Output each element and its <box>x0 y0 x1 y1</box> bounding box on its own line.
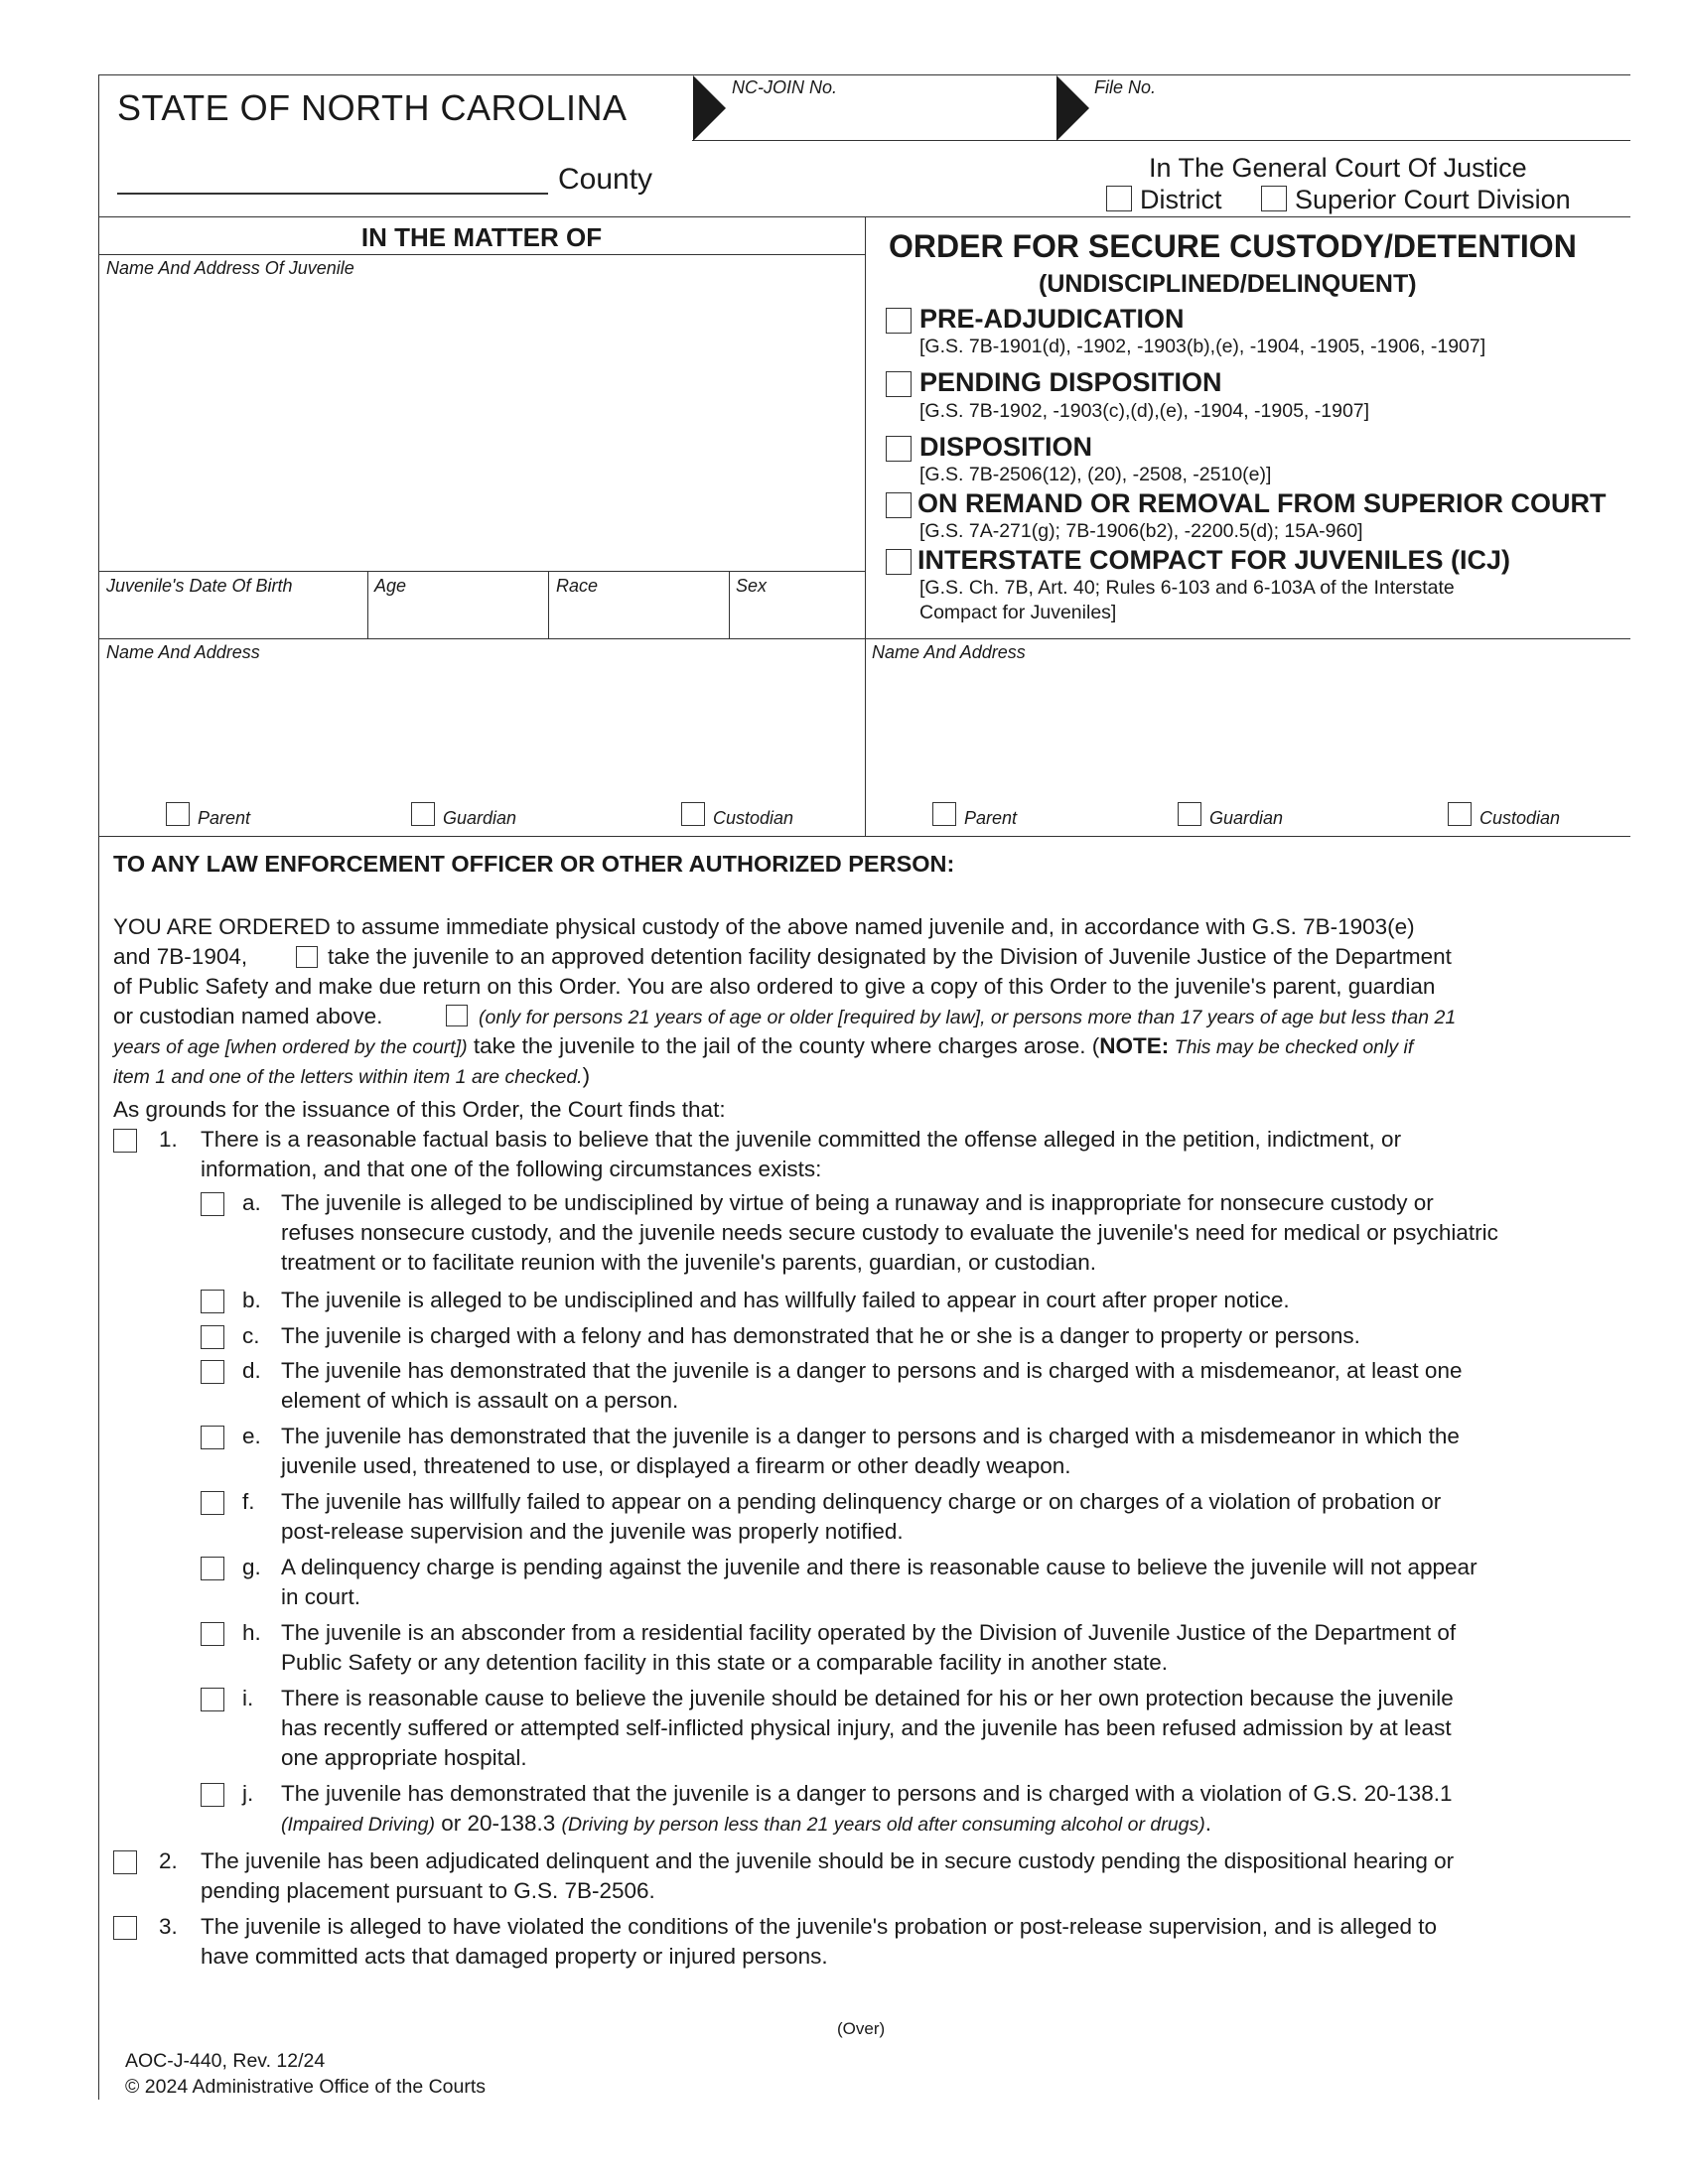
party2-guardian-checkbox[interactable] <box>1178 802 1201 826</box>
party1-parent-label: Parent <box>198 808 251 828</box>
nc-join-arrow-icon <box>693 75 726 141</box>
county-jail-checkbox[interactable] <box>446 1005 468 1026</box>
item1g-line1: A delinquency charge is pending against the juvenile and there is reasonable cause to believe the juvenile will not appear <box>281 1555 1477 1579</box>
item1j-checkbox[interactable] <box>201 1783 224 1807</box>
item1a-line1: The juvenile is alleged to be undisciplined by virtue of being a runaway and is inappropriate for nonsecure custody or <box>281 1190 1434 1215</box>
party1-custodian-checkbox[interactable] <box>681 802 705 826</box>
item1j-letter: j. <box>242 1781 254 1806</box>
party1-name-address-label: Name And Address <box>106 642 260 662</box>
item1d-checkbox[interactable] <box>201 1360 224 1384</box>
item1-line2: information, and that one of the following circumstances exists: <box>201 1157 822 1181</box>
item1i-line2: has recently suffered or attempted self-inflicted physical injury, and the juvenile has been refused admission by at least <box>281 1715 1452 1740</box>
item1g-line2: in court. <box>281 1584 361 1609</box>
item1j-line1: The juvenile has demonstrated that the juvenile is a danger to persons and is charged with a violation of G.S. 20-138.1 <box>281 1781 1453 1806</box>
grounds-intro: As grounds for the issuance of this Order, the Court finds that: <box>113 1097 726 1122</box>
item2-checkbox[interactable] <box>113 1850 137 1874</box>
to-officer-heading: TO ANY LAW ENFORCEMENT OFFICER OR OTHER AUTHORIZED PERSON: <box>113 851 955 877</box>
age-race-divider <box>548 571 549 638</box>
matter-heading-underline <box>98 254 865 255</box>
item1f-line1: The juvenile has willfully failed to appear on a pending delinquency charge or on charges of a violation of probation or <box>281 1489 1442 1514</box>
superior-court-checkbox[interactable] <box>1261 186 1287 211</box>
pending-disposition-label: PENDING DISPOSITION <box>919 367 1222 397</box>
order-paragraph-line3: of Public Safety and make due return on this Order. You are also ordered to give a copy of this Order to the juvenile's parent, guardian <box>113 974 1436 999</box>
item3-checkbox[interactable] <box>113 1916 137 1940</box>
item1-checkbox[interactable] <box>113 1129 137 1153</box>
party1-name-address-field[interactable] <box>102 667 861 796</box>
matter-heading: IN THE MATTER OF <box>360 222 603 252</box>
order-paragraph-line5 <box>113 1031 1413 1063</box>
center-divider <box>865 216 866 836</box>
file-no-label: File No. <box>1094 77 1157 97</box>
header-divider <box>692 140 1630 141</box>
order-paragraph-line4a: or custodian named above. <box>113 1004 383 1028</box>
order-paragraph-line2a: and 7B-1904, <box>113 944 248 969</box>
item3-line1: The juvenile is alleged to have violated the conditions of the juvenile's probation or post-release supervision, and is alleged to <box>201 1914 1438 1939</box>
district-label: District <box>1140 185 1222 214</box>
sex-label: Sex <box>736 576 768 596</box>
over-indicator: (Over) <box>837 2019 886 2038</box>
item1c-line1: The juvenile is charged with a felony and has demonstrated that he or she is a danger to property or persons. <box>281 1323 1360 1348</box>
item1h-line1: The juvenile is an absconder from a residential facility operated by the Division of Juvenile Justice of the Department of <box>281 1620 1457 1645</box>
item1d-letter: d. <box>242 1358 261 1383</box>
order-paragraph-line6b: ) <box>582 1063 591 1088</box>
juvenile-name-address-label: Name And Address Of Juvenile <box>106 258 354 278</box>
item1h-letter: h. <box>242 1620 261 1645</box>
race-sex-divider <box>729 571 730 638</box>
parties-top-line <box>98 638 1630 639</box>
item1d-line2: element of which is assault on a person. <box>281 1388 679 1413</box>
item1e-line2: juvenile used, threatened to use, or displayed a firearm or other deadly weapon. <box>281 1453 1071 1478</box>
detention-facility-checkbox[interactable] <box>296 946 318 968</box>
court-title: In The General Court Of Justice <box>1149 153 1527 183</box>
state-title: STATE OF NORTH CAROLINA <box>117 87 628 128</box>
disposition-label: DISPOSITION <box>919 432 1093 462</box>
item2-line2: pending placement pursuant to G.S. 7B-2506. <box>201 1878 655 1903</box>
age-field[interactable] <box>371 601 544 634</box>
party2-parent-label: Parent <box>964 808 1018 828</box>
age-label: Age <box>374 576 407 596</box>
party1-guardian-label: Guardian <box>443 808 517 828</box>
nc-join-label: NC-JOIN No. <box>732 77 838 97</box>
order-paragraph-line6a: item 1 and one of the letters within item 1 are checked. <box>113 1066 583 1088</box>
item1d-line1: The juvenile has demonstrated that the juvenile is a danger to persons and is charged with a misdemeanor, at least one <box>281 1358 1463 1383</box>
dob-row-top <box>98 571 865 572</box>
remand-removal-checkbox[interactable] <box>886 492 912 518</box>
left-border <box>98 74 99 2100</box>
remand-removal-statute: [G.S. 7A-271(g); 7B-1906(b2), -2200.5(d); 15A-960] <box>919 520 1363 542</box>
item1h-line2: Public Safety or any detention facility in this state or a comparable facility in another state. <box>281 1650 1168 1675</box>
item1j-statute-text: or 20-138.3 <box>434 1811 562 1836</box>
top-border <box>98 74 1630 75</box>
order-subtitle: (UNDISCIPLINED/DELINQUENT) <box>1039 270 1417 298</box>
party1-parent-checkbox[interactable] <box>166 802 190 826</box>
item1e-checkbox[interactable] <box>201 1426 224 1449</box>
icj-checkbox[interactable] <box>886 549 912 575</box>
item1-line1: There is a reasonable factual basis to believe that the juvenile committed the offense alleged in the petition, indictment, or <box>201 1127 1402 1152</box>
item1c-checkbox[interactable] <box>201 1325 224 1349</box>
impaired-driving-text: (Impaired Driving) <box>281 1814 435 1836</box>
item1b-line1: The juvenile is alleged to be undisciplined and has willfully failed to appear in court after proper notice. <box>281 1288 1290 1312</box>
file-no-arrow-icon <box>1056 75 1089 141</box>
order-paragraph-line2b: take the juvenile to an approved detention facility designated by the Division of Juvenile Justice of the Department <box>328 944 1452 969</box>
party2-custodian-checkbox[interactable] <box>1448 802 1472 826</box>
icj-label: INTERSTATE COMPACT FOR JUVENILES (ICJ) <box>917 545 1511 575</box>
order-paragraph-line5a: years of age [when ordered by the court]) <box>113 1036 468 1058</box>
item1f-letter: f. <box>242 1489 255 1514</box>
item2-number: 2. <box>159 1848 178 1873</box>
disposition-checkbox[interactable] <box>886 436 912 462</box>
item3-number: 3. <box>159 1914 178 1939</box>
item1h-checkbox[interactable] <box>201 1622 224 1646</box>
county-field[interactable] <box>117 193 548 195</box>
nc-join-field[interactable] <box>732 99 1050 135</box>
sex-field[interactable] <box>733 601 862 634</box>
item1c-letter: c. <box>242 1323 260 1348</box>
pending-disposition-statute: [G.S. 7B-1902, -1903(c),(d),(e), -1904, -1905, -1907] <box>919 400 1370 422</box>
dob-age-divider <box>367 571 368 638</box>
item3-line2: have committed acts that damaged property or injured persons. <box>201 1944 828 1969</box>
item1j-period: . <box>1204 1811 1211 1836</box>
parties-bottom-line <box>98 836 1630 837</box>
item1j-line2 <box>281 1809 1211 1841</box>
form-id: AOC-J-440, Rev. 12/24 <box>125 2050 326 2072</box>
item1-number: 1. <box>159 1127 178 1152</box>
party2-custodian-label: Custodian <box>1479 808 1561 828</box>
order-title: ORDER FOR SECURE CUSTODY/DETENTION <box>889 228 1577 264</box>
item1b-checkbox[interactable] <box>201 1290 224 1313</box>
party2-guardian-label: Guardian <box>1209 808 1284 828</box>
order-paragraph-line1: YOU ARE ORDERED to assume immediate physical custody of the above named juvenile and, in accordance with G.S. 7B-1903(e) <box>113 914 1415 939</box>
note-label: NOTE: <box>1099 1033 1170 1058</box>
juvenile-name-address-field[interactable] <box>102 283 861 566</box>
race-label: Race <box>556 576 599 596</box>
item1a-line3: treatment or to facilitate reunion with the juvenile's parents, guardian, or custodian. <box>281 1250 1097 1275</box>
icj-statute-line1: [G.S. Ch. 7B, Art. 40; Rules 6-103 and 6-103A of the Interstate <box>919 577 1455 599</box>
driving-under-21-text: (Driving by person less than 21 years old after consuming alcohol or drugs) <box>561 1814 1205 1836</box>
item1f-checkbox[interactable] <box>201 1491 224 1515</box>
pre-adjudication-label: PRE-ADJUDICATION <box>919 304 1185 334</box>
item1i-checkbox[interactable] <box>201 1688 224 1711</box>
item1a-letter: a. <box>242 1190 261 1215</box>
order-paragraph-line4b: (only for persons 21 years of age or older [required by law], or persons more than 17 years of age but less than 21 <box>479 1007 1457 1028</box>
copyright: © 2024 Administrative Office of the Courts <box>125 2076 487 2098</box>
party1-custodian-label: Custodian <box>713 808 794 828</box>
item1g-checkbox[interactable] <box>201 1557 224 1580</box>
party1-guardian-checkbox[interactable] <box>411 802 435 826</box>
file-no-field[interactable] <box>1094 99 1620 135</box>
order-paragraph-line6 <box>113 1061 590 1093</box>
item1i-line1: There is reasonable cause to believe the juvenile should be detained for his or her own protection because the juvenile <box>281 1686 1454 1710</box>
superior-court-label: Superior Court Division <box>1295 185 1571 214</box>
pre-adjudication-checkbox[interactable] <box>886 308 912 334</box>
pre-adjudication-statute: [G.S. 7B-1901(d), -1902, -1903(b),(e), -1904, -1905, -1906, -1907] <box>919 336 1486 357</box>
party2-name-address-label: Name And Address <box>872 642 1026 662</box>
item1a-line2: refuses nonsecure custody, and the juvenile needs secure custody to evaluate the juvenile's need for medical or psychiatric <box>281 1220 1498 1245</box>
item1b-letter: b. <box>242 1288 261 1312</box>
item1a-checkbox[interactable] <box>201 1192 224 1216</box>
county-label: County <box>558 163 653 196</box>
item1g-letter: g. <box>242 1555 261 1579</box>
party2-name-address-field[interactable] <box>869 667 1627 796</box>
dob-label: Juvenile's Date Of Birth <box>106 576 293 596</box>
item1e-letter: e. <box>242 1424 261 1448</box>
party2-parent-checkbox[interactable] <box>932 802 956 826</box>
dob-field[interactable] <box>102 601 362 634</box>
order-paragraph-line5b: take the juvenile to the jail of the county where charges arose. ( <box>467 1033 1100 1058</box>
item1f-line2: post-release supervision and the juvenile was properly notified. <box>281 1519 904 1544</box>
item1i-letter: i. <box>242 1686 254 1710</box>
item1i-line3: one appropriate hospital. <box>281 1745 527 1770</box>
district-checkbox[interactable] <box>1106 186 1132 211</box>
item2-line1: The juvenile has been adjudicated delinquent and the juvenile should be in secure custody pending the dispositional hearing or <box>201 1848 1455 1873</box>
order-paragraph-line5d: This may be checked only if <box>1169 1036 1414 1058</box>
race-field[interactable] <box>552 601 725 634</box>
pending-disposition-checkbox[interactable] <box>886 371 912 397</box>
item1e-line1: The juvenile has demonstrated that the juvenile is a danger to persons and is charged with a misdemeanor in which the <box>281 1424 1460 1448</box>
remand-removal-label: ON REMAND OR REMOVAL FROM SUPERIOR COURT <box>917 488 1607 518</box>
icj-statute-line2: Compact for Juveniles] <box>919 602 1117 623</box>
disposition-statute: [G.S. 7B-2506(12), (20), -2508, -2510(e)] <box>919 464 1272 485</box>
